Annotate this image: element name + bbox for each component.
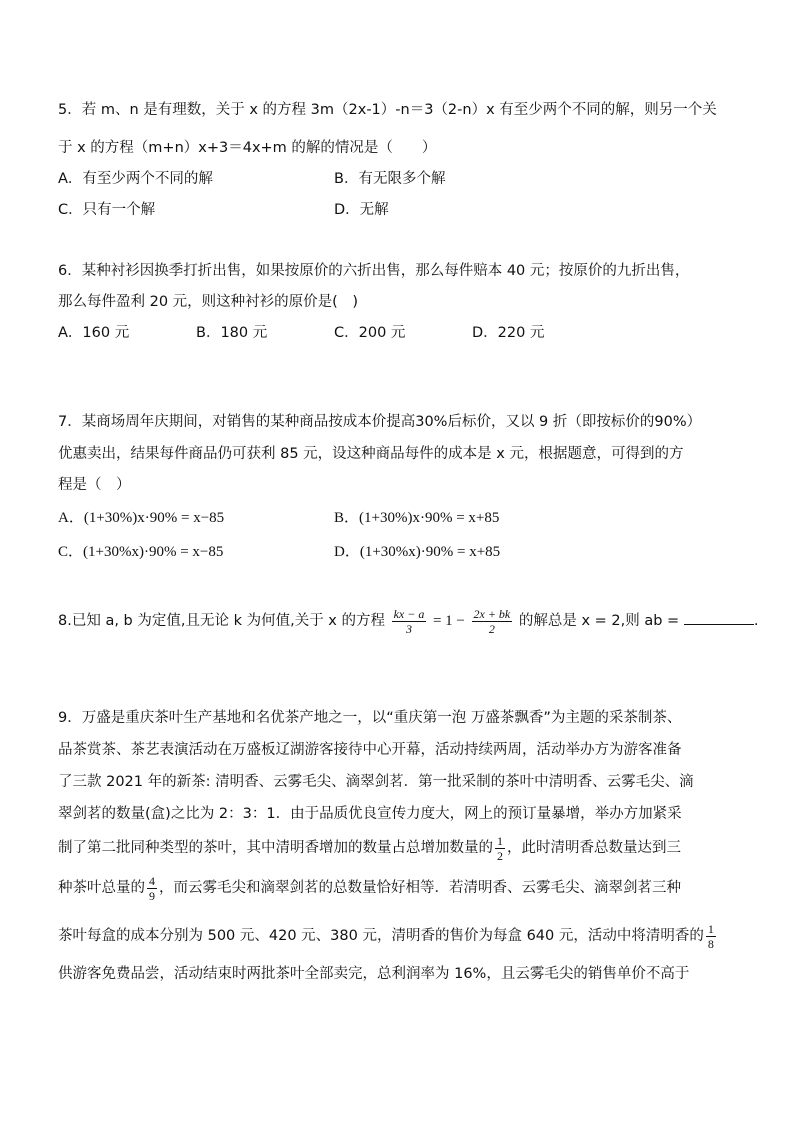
q8-end: . <box>753 613 759 629</box>
q5-option-c: C．只有一个解 <box>58 202 156 218</box>
q9-fraction-half-denominator: 2 <box>497 848 503 863</box>
q8-fraction-1-denominator: 3 <box>405 621 412 636</box>
q6-option-a: A．160 元 <box>58 325 130 341</box>
q9-line6-text-b: ，而云雾毛尖和滴翠剑茗的总数量恰好相等．若清明香、云雾毛尖、滴翠剑茗三种 <box>159 880 681 896</box>
q9-fraction-four-ninths-numerator: 4 <box>149 873 155 888</box>
q8-prefix: 8.已知 a, b 为定值,且无论 k 为何值,关于 x 的方程 <box>58 613 385 629</box>
q9-line2: 品茶赏茶、茶艺表演活动在万盛板辽湖游客接待中心开幕，活动持续两周，活动举办方为游客准备 <box>58 742 682 758</box>
q7-option-a: A．(1+30%)x·90% = x−85 <box>58 510 225 526</box>
q6-stem-line2: 那么每件盈利 20 元，则这种衬衫的原价是( ) <box>58 294 358 310</box>
q9-fraction-one-eighth-denominator: 8 <box>707 936 714 951</box>
q5-option-a: A．有至少两个不同的解 <box>58 171 213 187</box>
q8-fraction-1-numerator: kx − a <box>393 606 425 621</box>
q9-fraction-four-ninths <box>147 874 157 903</box>
q5-stem-line2: 于 x 的方程（m+n）x+3＝4x+m 的解的情况是（ ） <box>58 140 437 156</box>
q5-option-b: B．有无限多个解 <box>334 171 446 187</box>
q9-line4: 翠剑茗的数量(盒)之比为 2：3：1．由于品质优良宣传力度大，网上的预订量暴增，举办方加紧采 <box>58 806 682 822</box>
q5-stem-line1: 5．若 m、n 是有理数，关于 x 的方程 3m（2x-1）-n＝3（2-n）x 有至少两个不同的解，则另一个关 <box>58 102 717 118</box>
q9-line1: 9．万盛是重庆茶叶生产基地和名优茶产地之一，以“重庆第一泡 万盛茶飘香”为主题的采茶制茶、 <box>58 710 682 726</box>
q8-fraction-1 <box>392 607 427 636</box>
q7-option-d: D．(1+30%x)·90% = x+85 <box>334 544 501 560</box>
q9-fraction-half <box>495 834 505 863</box>
q9-line5-text-b: ，此时清明香总数量达到三 <box>507 840 681 856</box>
q8-suffix: 的解总是 x = 2,则 ab = <box>518 613 680 629</box>
q6-stem-line1: 6．某种衬衫因换季打折出售，如果按原价的六折出售，那么每件赔本 40 元；按原价的九折出售， <box>58 263 690 279</box>
q9-fraction-one-eighth <box>706 922 716 951</box>
q9-line7-text: 茶叶每盒的成本分别为 500 元、420 元、380 元，清明香的售价为每盒 640 元，活动中将清明香的 <box>58 928 704 944</box>
q8-fraction-2 <box>472 607 513 636</box>
q7-option-b: B．(1+30%)x·90% = x+85 <box>334 510 500 526</box>
q9-line5 <box>58 832 681 864</box>
q8-answer-blank <box>684 610 754 625</box>
q6-option-d: D．220 元 <box>472 325 545 341</box>
q9-line3: 了三款 2021 年的新茶: 清明香、云雾毛尖、滴翠剑茗．第一批采制的茶叶中清明香、云雾毛尖、滴 <box>58 774 694 790</box>
q9-line6 <box>58 872 681 904</box>
q7-stem-line1: 7．某商场周年庆期间，对销售的某种商品按成本价提高30%后标价，又以 9 折（即按标价的90%） <box>58 414 702 430</box>
q9-line8: 供游客免费品尝，活动结束时两批茶叶全部卖完，总利润率为 16%，且云雾毛尖的销售单价不高于 <box>58 966 690 982</box>
q7-stem-line2: 优惠卖出，结果每件商品仍可获利 85 元，设这种商品每件的成本是 x 元，根据题意，可得到的方 <box>58 446 684 462</box>
q9-fraction-half-numerator: 1 <box>497 833 503 848</box>
q8-fraction-2-numerator: 2x + bk <box>473 606 511 621</box>
q8-fraction-2-denominator: 2 <box>488 621 495 636</box>
q8-middle: = 1 − <box>432 613 465 629</box>
q7-option-c: C．(1+30%x)·90% = x−85 <box>58 544 224 560</box>
q9-line5-text-a: 制了第二批同种类型的茶叶，其中清明香增加的数量占总增加数量的 <box>58 840 493 856</box>
q6-option-c: C．200 元 <box>334 325 406 341</box>
q5-option-d: D．无解 <box>334 202 389 218</box>
q8-stem <box>58 606 758 636</box>
q9-line6-text-a: 种茶叶总量的 <box>58 880 145 896</box>
q9-fraction-four-ninths-denominator: 9 <box>149 888 155 903</box>
q9-fraction-one-eighth-numerator: 1 <box>707 921 714 936</box>
q9-line7 <box>58 920 718 952</box>
q6-option-b: B．180 元 <box>196 325 268 341</box>
q7-stem-line3: 程是（ ） <box>58 477 131 493</box>
